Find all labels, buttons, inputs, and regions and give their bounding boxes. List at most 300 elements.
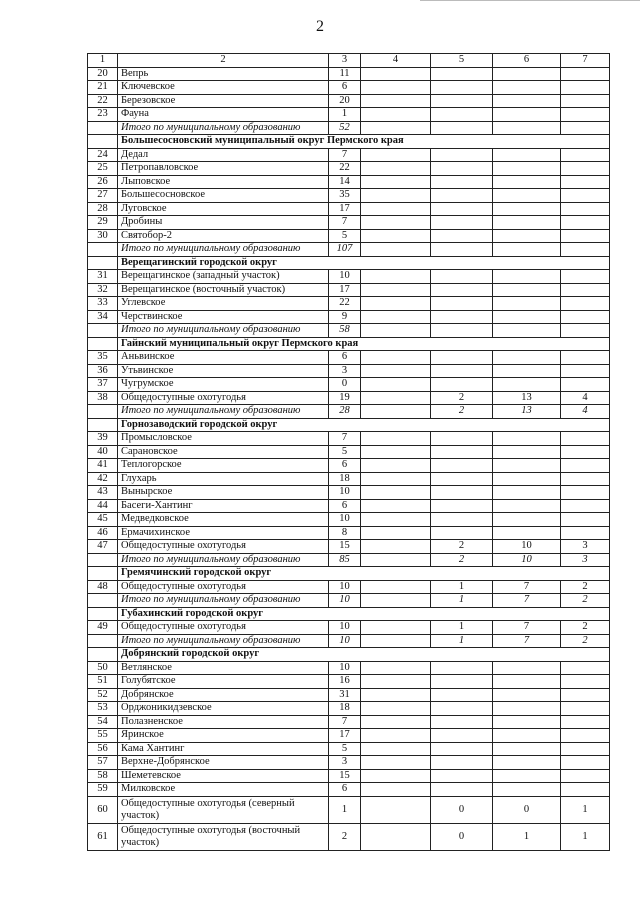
column-3-cell: 3 <box>329 364 361 378</box>
column-5-cell <box>431 94 493 108</box>
total-row <box>88 553 610 567</box>
section-title: Губахинский городской округ <box>118 607 610 621</box>
column-4-cell <box>361 121 431 135</box>
ground-name-cell: Общедоступные охотугодья <box>118 621 329 635</box>
column-5-cell <box>431 499 493 513</box>
column-4-cell <box>361 499 431 513</box>
column-3-cell: 10 <box>329 634 361 648</box>
table-row <box>88 189 610 203</box>
ground-name-cell: Ключевское <box>118 81 329 95</box>
column-3-cell: 5 <box>329 742 361 756</box>
column-7-cell <box>561 378 610 392</box>
column-5-cell <box>431 297 493 311</box>
column-6-cell <box>493 148 561 162</box>
row-number-cell <box>88 567 118 581</box>
column-6-cell <box>493 270 561 284</box>
ground-name-cell: Верещагинское (западный участок) <box>118 270 329 284</box>
column-7-cell <box>561 283 610 297</box>
column-4-cell <box>361 202 431 216</box>
column-4-cell <box>361 742 431 756</box>
ground-name-cell: Углевское <box>118 297 329 311</box>
column-3-cell: 17 <box>329 729 361 743</box>
column-3-cell: 5 <box>329 445 361 459</box>
column-4-cell <box>361 445 431 459</box>
column-4-cell <box>361 540 431 554</box>
ground-name-cell: Орджоникидзевское <box>118 702 329 716</box>
ground-name-cell: Сарановское <box>118 445 329 459</box>
ground-name-cell: Дедал <box>118 148 329 162</box>
column-7-cell: 4 <box>561 391 610 405</box>
row-number-cell <box>88 594 118 608</box>
column-5-cell <box>431 351 493 365</box>
column-6-cell <box>493 297 561 311</box>
ground-name-cell: Фауна <box>118 108 329 122</box>
table-row <box>88 823 610 850</box>
column-3-cell: 2 <box>329 823 361 850</box>
column-5-cell <box>431 67 493 81</box>
table-row <box>88 270 610 284</box>
column-7-cell: 2 <box>561 634 610 648</box>
ground-name-cell: Черствинское <box>118 310 329 324</box>
table-row <box>88 688 610 702</box>
ground-name-cell: Добрянское <box>118 688 329 702</box>
row-number-cell: 46 <box>88 526 118 540</box>
row-number-cell: 27 <box>88 189 118 203</box>
ground-name-cell: Верхне-Добрянское <box>118 756 329 770</box>
column-5-cell <box>431 148 493 162</box>
column-3-cell: 18 <box>329 472 361 486</box>
column-5-cell <box>431 243 493 257</box>
column-7-cell <box>561 756 610 770</box>
row-number-cell: 22 <box>88 94 118 108</box>
table-row <box>88 756 610 770</box>
column-3-cell: 0 <box>329 378 361 392</box>
row-number-cell: 37 <box>88 378 118 392</box>
table-row <box>88 445 610 459</box>
column-7-cell <box>561 108 610 122</box>
row-number-cell: 43 <box>88 486 118 500</box>
section-title: Гайнский муниципальный округ Пермского края <box>118 337 610 351</box>
row-number-cell: 29 <box>88 216 118 230</box>
section-header-row <box>88 256 610 270</box>
ground-name-cell: Большесосновское <box>118 189 329 203</box>
column-4-cell <box>361 688 431 702</box>
column-3-cell: 7 <box>329 715 361 729</box>
row-number-cell: 54 <box>88 715 118 729</box>
ground-name-cell: Полазненское <box>118 715 329 729</box>
section-title: Горнозаводский городской округ <box>118 418 610 432</box>
column-6-cell <box>493 661 561 675</box>
column-6-cell: 7 <box>493 634 561 648</box>
table-row <box>88 229 610 243</box>
ground-name-cell: Святобор-2 <box>118 229 329 243</box>
ground-name-cell: Петропавловское <box>118 162 329 176</box>
column-5-cell <box>431 742 493 756</box>
column-5-cell <box>431 459 493 473</box>
column-header-2: 2 <box>118 54 329 68</box>
row-number-cell: 61 <box>88 823 118 850</box>
table-row <box>88 310 610 324</box>
column-5-cell <box>431 216 493 230</box>
column-6-cell: 10 <box>493 540 561 554</box>
column-4-cell <box>361 472 431 486</box>
column-3-cell: 22 <box>329 297 361 311</box>
column-7-cell <box>561 499 610 513</box>
section-header-row <box>88 567 610 581</box>
column-4-cell <box>361 175 431 189</box>
column-3-cell: 7 <box>329 148 361 162</box>
table-row <box>88 108 610 122</box>
column-3-cell: 6 <box>329 783 361 797</box>
table-row <box>88 391 610 405</box>
row-number-cell: 48 <box>88 580 118 594</box>
row-number-cell: 47 <box>88 540 118 554</box>
column-header-4: 4 <box>361 54 431 68</box>
column-7-cell <box>561 729 610 743</box>
column-6-cell <box>493 459 561 473</box>
ground-name-cell: Дробины <box>118 216 329 230</box>
ground-name-cell: Вепрь <box>118 67 329 81</box>
column-3-cell: 3 <box>329 756 361 770</box>
column-7-cell <box>561 702 610 716</box>
table-row <box>88 540 610 554</box>
column-4-cell <box>361 405 431 419</box>
column-7-cell <box>561 661 610 675</box>
ground-name-cell: Итого по муниципальному образованию <box>118 121 329 135</box>
column-5-cell: 2 <box>431 391 493 405</box>
total-row <box>88 634 610 648</box>
column-3-cell: 16 <box>329 675 361 689</box>
table-row <box>88 513 610 527</box>
column-3-cell: 10 <box>329 594 361 608</box>
column-5-cell: 2 <box>431 405 493 419</box>
table-row <box>88 783 610 797</box>
column-3-cell: 85 <box>329 553 361 567</box>
column-5-cell: 1 <box>431 580 493 594</box>
ground-name-cell: Ермачихинское <box>118 526 329 540</box>
column-7-cell <box>561 175 610 189</box>
row-number-cell <box>88 324 118 338</box>
column-4-cell <box>361 634 431 648</box>
column-4-cell <box>361 661 431 675</box>
column-6-cell: 10 <box>493 553 561 567</box>
ground-name-cell: Басеги-Хантинг <box>118 499 329 513</box>
table-row <box>88 216 610 230</box>
column-6-cell <box>493 675 561 689</box>
column-6-cell <box>493 108 561 122</box>
column-3-cell: 7 <box>329 432 361 446</box>
column-7-cell <box>561 526 610 540</box>
row-number-cell: 57 <box>88 756 118 770</box>
ground-name-cell: Лыповское <box>118 175 329 189</box>
column-3-cell: 6 <box>329 351 361 365</box>
column-6-cell <box>493 310 561 324</box>
column-6-cell <box>493 162 561 176</box>
column-4-cell <box>361 769 431 783</box>
table-row <box>88 702 610 716</box>
column-6-cell <box>493 378 561 392</box>
row-number-cell: 30 <box>88 229 118 243</box>
column-4-cell <box>361 715 431 729</box>
row-number-cell: 25 <box>88 162 118 176</box>
ground-name-cell: Общедоступные охотугодья <box>118 580 329 594</box>
table-header-row <box>88 54 610 68</box>
column-6-cell <box>493 513 561 527</box>
column-header-5: 5 <box>431 54 493 68</box>
column-3-cell: 28 <box>329 405 361 419</box>
ground-name-cell: Итого по муниципальному образованию <box>118 405 329 419</box>
column-3-cell: 10 <box>329 270 361 284</box>
column-7-cell <box>561 216 610 230</box>
table-row <box>88 715 610 729</box>
row-number-cell: 26 <box>88 175 118 189</box>
column-5-cell <box>431 715 493 729</box>
column-6-cell <box>493 67 561 81</box>
table-row <box>88 202 610 216</box>
row-number-cell: 49 <box>88 621 118 635</box>
column-header-3: 3 <box>329 54 361 68</box>
column-6-cell <box>493 499 561 513</box>
column-7-cell <box>561 364 610 378</box>
ground-name-cell: Медведковское <box>118 513 329 527</box>
column-5-cell <box>431 445 493 459</box>
ground-name-cell: Березовское <box>118 94 329 108</box>
row-number-cell: 50 <box>88 661 118 675</box>
row-number-cell <box>88 418 118 432</box>
column-4-cell <box>361 94 431 108</box>
column-4-cell <box>361 351 431 365</box>
column-3-cell: 17 <box>329 283 361 297</box>
table-row <box>88 526 610 540</box>
row-number-cell <box>88 135 118 149</box>
column-3-cell: 20 <box>329 94 361 108</box>
column-7-cell: 3 <box>561 540 610 554</box>
column-7-cell: 2 <box>561 594 610 608</box>
ground-name-cell: Итого по муниципальному образованию <box>118 324 329 338</box>
row-number-cell: 23 <box>88 108 118 122</box>
column-4-cell <box>361 675 431 689</box>
column-6-cell: 7 <box>493 594 561 608</box>
column-7-cell <box>561 121 610 135</box>
ground-name-cell: Общедоступные охотугодья <box>118 540 329 554</box>
total-row <box>88 594 610 608</box>
column-5-cell <box>431 486 493 500</box>
row-number-cell <box>88 243 118 257</box>
table-row <box>88 364 610 378</box>
column-7-cell <box>561 513 610 527</box>
table-row <box>88 621 610 635</box>
ground-name-cell: Итого по муниципальному образованию <box>118 634 329 648</box>
row-number-cell: 28 <box>88 202 118 216</box>
column-4-cell <box>361 81 431 95</box>
row-number-cell: 44 <box>88 499 118 513</box>
table-row <box>88 472 610 486</box>
ground-name-cell: Итого по муниципальному образованию <box>118 594 329 608</box>
table-row <box>88 283 610 297</box>
column-4-cell <box>361 486 431 500</box>
column-3-cell: 7 <box>329 216 361 230</box>
column-6-cell <box>493 472 561 486</box>
section-header-row <box>88 607 610 621</box>
ground-name-cell: Милковское <box>118 783 329 797</box>
column-6-cell <box>493 189 561 203</box>
row-number-cell <box>88 648 118 662</box>
column-7-cell <box>561 189 610 203</box>
column-4-cell <box>361 513 431 527</box>
row-number-cell <box>88 121 118 135</box>
row-number-cell <box>88 337 118 351</box>
row-number-cell: 40 <box>88 445 118 459</box>
column-6-cell: 7 <box>493 580 561 594</box>
column-7-cell <box>561 445 610 459</box>
column-7-cell <box>561 202 610 216</box>
column-6-cell: 13 <box>493 391 561 405</box>
column-7-cell <box>561 351 610 365</box>
table-row <box>88 67 610 81</box>
column-5-cell <box>431 688 493 702</box>
ground-name-cell: Голубятское <box>118 675 329 689</box>
column-6-cell: 0 <box>493 796 561 823</box>
column-4-cell <box>361 270 431 284</box>
column-4-cell <box>361 526 431 540</box>
column-3-cell: 18 <box>329 702 361 716</box>
table-row <box>88 432 610 446</box>
column-5-cell <box>431 783 493 797</box>
ground-name-cell: Аньвинское <box>118 351 329 365</box>
column-7-cell: 1 <box>561 823 610 850</box>
column-7-cell <box>561 324 610 338</box>
column-3-cell: 8 <box>329 526 361 540</box>
column-3-cell: 1 <box>329 796 361 823</box>
row-number-cell: 42 <box>88 472 118 486</box>
column-7-cell <box>561 94 610 108</box>
column-5-cell <box>431 189 493 203</box>
column-3-cell: 52 <box>329 121 361 135</box>
column-6-cell <box>493 432 561 446</box>
column-5-cell <box>431 702 493 716</box>
table-row <box>88 459 610 473</box>
column-7-cell <box>561 715 610 729</box>
column-5-cell <box>431 432 493 446</box>
column-6-cell <box>493 121 561 135</box>
column-7-cell <box>561 162 610 176</box>
column-7-cell <box>561 742 610 756</box>
column-6-cell <box>493 715 561 729</box>
column-7-cell: 4 <box>561 405 610 419</box>
column-6-cell <box>493 364 561 378</box>
column-7-cell <box>561 675 610 689</box>
ground-name-cell: Итого по муниципальному образованию <box>118 553 329 567</box>
row-number-cell: 45 <box>88 513 118 527</box>
column-7-cell <box>561 688 610 702</box>
column-5-cell <box>431 472 493 486</box>
column-7-cell <box>561 67 610 81</box>
column-5-cell <box>431 661 493 675</box>
column-5-cell <box>431 81 493 95</box>
row-number-cell: 58 <box>88 769 118 783</box>
column-4-cell <box>361 796 431 823</box>
column-7-cell: 2 <box>561 580 610 594</box>
total-row <box>88 121 610 135</box>
column-5-cell <box>431 162 493 176</box>
table-row <box>88 148 610 162</box>
row-number-cell <box>88 553 118 567</box>
column-6-cell <box>493 742 561 756</box>
row-number-cell: 32 <box>88 283 118 297</box>
column-5-cell <box>431 108 493 122</box>
column-3-cell: 6 <box>329 81 361 95</box>
column-7-cell: 3 <box>561 553 610 567</box>
column-4-cell <box>361 783 431 797</box>
table-row <box>88 499 610 513</box>
column-7-cell: 2 <box>561 621 610 635</box>
column-7-cell <box>561 243 610 257</box>
column-6-cell: 7 <box>493 621 561 635</box>
table-row <box>88 661 610 675</box>
row-number-cell: 31 <box>88 270 118 284</box>
column-5-cell <box>431 769 493 783</box>
column-7-cell <box>561 486 610 500</box>
column-6-cell <box>493 729 561 743</box>
column-4-cell <box>361 162 431 176</box>
row-number-cell: 52 <box>88 688 118 702</box>
ground-name-cell: Общедоступные охотугодья <box>118 391 329 405</box>
table-row <box>88 94 610 108</box>
ground-name-cell: Яринское <box>118 729 329 743</box>
row-number-cell: 34 <box>88 310 118 324</box>
table-row <box>88 297 610 311</box>
column-5-cell <box>431 729 493 743</box>
column-7-cell <box>561 81 610 95</box>
column-5-cell <box>431 675 493 689</box>
column-4-cell <box>361 459 431 473</box>
row-number-cell: 24 <box>88 148 118 162</box>
column-3-cell: 1 <box>329 108 361 122</box>
ground-name-cell: Общедоступные охотугодья (северный участок) <box>118 796 329 823</box>
column-5-cell <box>431 526 493 540</box>
column-4-cell <box>361 310 431 324</box>
total-row <box>88 243 610 257</box>
column-5-cell: 1 <box>431 634 493 648</box>
column-6-cell <box>493 351 561 365</box>
column-4-cell <box>361 148 431 162</box>
row-number-cell: 55 <box>88 729 118 743</box>
total-row <box>88 324 610 338</box>
column-6-cell <box>493 702 561 716</box>
column-7-cell <box>561 783 610 797</box>
column-5-cell <box>431 310 493 324</box>
column-4-cell <box>361 283 431 297</box>
ground-name-cell: Кама Хантинг <box>118 742 329 756</box>
table-row <box>88 175 610 189</box>
column-6-cell <box>493 216 561 230</box>
row-number-cell: 33 <box>88 297 118 311</box>
column-4-cell <box>361 391 431 405</box>
row-number-cell: 60 <box>88 796 118 823</box>
ground-name-cell: Шеметевское <box>118 769 329 783</box>
column-3-cell: 107 <box>329 243 361 257</box>
row-number-cell: 53 <box>88 702 118 716</box>
column-6-cell <box>493 445 561 459</box>
row-number-cell: 21 <box>88 81 118 95</box>
table-row <box>88 580 610 594</box>
column-6-cell <box>493 688 561 702</box>
column-4-cell <box>361 702 431 716</box>
column-6-cell <box>493 229 561 243</box>
table-row <box>88 796 610 823</box>
section-title: Гремячинский городской округ <box>118 567 610 581</box>
section-header-row <box>88 648 610 662</box>
